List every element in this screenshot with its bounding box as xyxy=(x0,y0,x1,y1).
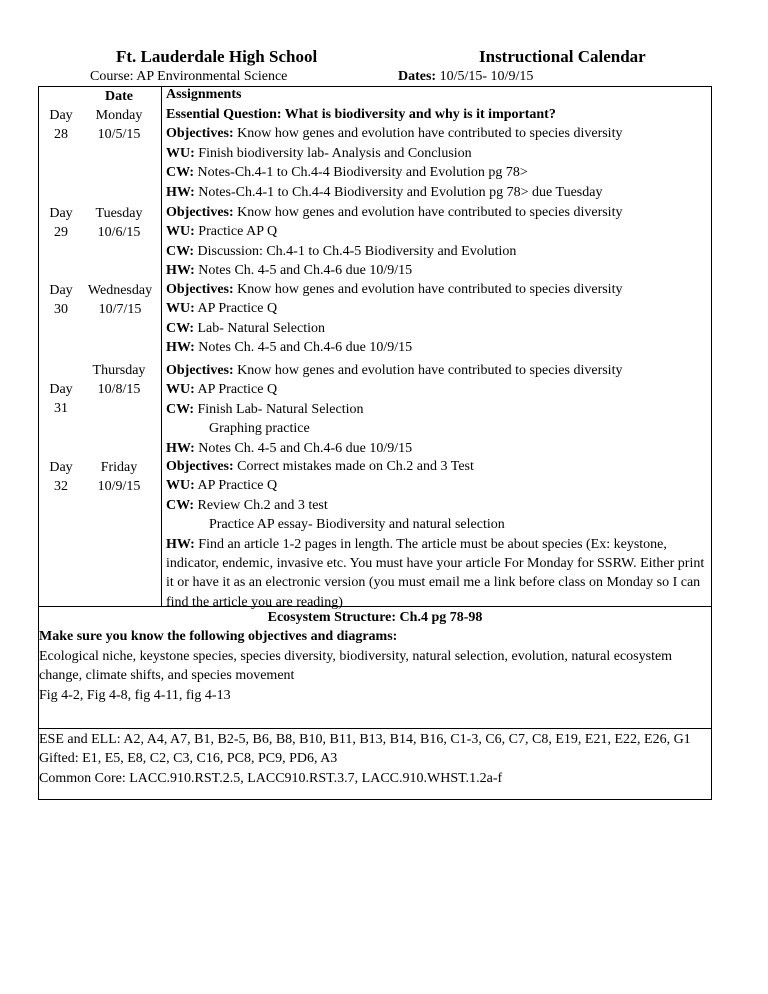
day-label-28: Day 28 xyxy=(49,108,73,142)
assignments-day-32 xyxy=(166,457,711,612)
objectives-line: Objectives: Know how genes and evolution have contributed to species diversity xyxy=(166,282,623,297)
ecosystem-subtitle: Make sure you know the following objectives and diagrams: xyxy=(39,629,398,645)
date-cell-32: Friday 10/9/15 xyxy=(97,460,141,494)
classwork-line: CW: Notes-Ch.4-1 to Ch.4-4 Biodiversity and Evolution pg 78> xyxy=(166,165,528,181)
assignments-day-28 xyxy=(166,105,711,202)
warmup-line: WU: AP Practice Q xyxy=(166,301,278,317)
homework-line: HW: Notes Ch. 4-5 and Ch.4-6 due 10/9/15 xyxy=(166,263,413,279)
dates-line xyxy=(398,69,533,85)
homework-line: HW: Notes-Ch.4-1 to Ch.4-4 Biodiversity and Evolution pg 78> due Tuesday xyxy=(166,184,603,200)
classwork-line-2: Graphing practice xyxy=(209,421,310,437)
assignments-day-30 xyxy=(166,280,711,358)
warmup-line: WU: AP Practice Q xyxy=(166,478,278,494)
essential-question: Essential Question: What is biodiversity and why is it important? xyxy=(166,107,556,122)
objectives-line: Objectives: Correct mistakes made on Ch.2 and 3 Test xyxy=(166,459,474,474)
column-divider xyxy=(161,86,162,606)
assignments-day-29 xyxy=(166,203,711,281)
ecosystem-topics: Ecological niche, keystone species, species diversity, biodiversity, natural selection, evolution, natural ecosystem change, climate shifts, and species movement xyxy=(39,648,673,684)
ecosystem-figures: Fig 4-2, Fig 4-8, fig 4-11, fig 4-13 xyxy=(39,687,231,703)
date-cell-31: Thursday 10/8/15 xyxy=(92,363,146,397)
objectives-line: Objectives: Know how genes and evolution have contributed to species diversity xyxy=(166,126,623,142)
standards-section xyxy=(39,730,711,788)
school-name: Ft. Lauderdale High School xyxy=(116,47,318,66)
dates-value: 10/5/15- 10/9/15 xyxy=(439,69,534,84)
homework-line: HW: Notes Ch. 4-5 and Ch.4-6 due 10/9/15 xyxy=(166,440,413,456)
document-title: Instructional Calendar xyxy=(479,47,646,66)
ecosystem-title: Ecosystem Structure: Ch.4 pg 78-98 xyxy=(267,610,483,625)
day-label-32: Day 32 xyxy=(49,460,73,494)
date-cell-29: Tuesday 10/6/15 xyxy=(95,206,143,240)
day-label-29: Day 29 xyxy=(49,206,73,240)
gifted-standards: Gifted: E1, E5, E8, C2, C3, C16, PC8, PC9, PD6, A3 xyxy=(39,751,338,767)
classwork-line: CW: Finish Lab- Natural Selection xyxy=(166,401,364,417)
homework-line: HW: Find an article 1-2 pages in length. The article must be about species (Ex: keystone, indicator, endemic, invasive etc. You must have your article For Monday for SSRW. Either print it or have it as an electronic version (you must email me a link before class on Monday so I can find the article you are reading) xyxy=(166,536,705,610)
ecosystem-section xyxy=(39,608,711,705)
classwork-line-2: Practice AP essay- Biodiversity and natural selection xyxy=(209,517,505,533)
date-cell-30: Wednesday 10/7/15 xyxy=(87,283,153,317)
warmup-line: WU: Practice AP Q xyxy=(166,224,278,240)
day-label-30: Day 30 xyxy=(49,283,73,317)
classwork-line: CW: Lab- Natural Selection xyxy=(166,320,326,336)
row-divider-standards xyxy=(38,728,712,729)
table-right-border xyxy=(711,86,712,799)
common-core-standards: Common Core: LACC.910.RST.2.5, LACC910.RST.3.7, LACC.910.WHST.1.2a-f xyxy=(39,770,503,786)
warmup-line: WU: AP Practice Q xyxy=(166,382,278,398)
date-cell-28: Monday 10/5/15 xyxy=(95,108,143,142)
date-header: Date xyxy=(105,89,133,104)
table-bottom-border xyxy=(38,799,712,800)
day-label-31: Day 31 xyxy=(49,382,73,416)
warmup-line: WU: Finish biodiversity lab- Analysis and Conclusion xyxy=(166,145,472,161)
classwork-line: CW: Discussion: Ch.4-1 to Ch.4-5 Biodiversity and Evolution xyxy=(166,243,517,259)
objectives-line: Objectives: Know how genes and evolution have contributed to species diversity xyxy=(166,205,623,220)
assignments-day-31 xyxy=(166,361,711,458)
dates-label: Dates: xyxy=(398,69,437,84)
classwork-line: CW: Review Ch.2 and 3 test xyxy=(166,497,328,513)
assignments-header: Assignments xyxy=(166,87,242,102)
ese-ell-standards: ESE and ELL: A2, A4, A7, B1, B2-5, B6, B8, B10, B11, B13, B14, B16, C1-3, C6, C7, C8, E19, E21, E22, E26, G1 xyxy=(39,732,691,747)
objectives-line: Objectives: Know how genes and evolution have contributed to species diversity xyxy=(166,363,623,378)
homework-line: HW: Notes Ch. 4-5 and Ch.4-6 due 10/9/15 xyxy=(166,340,413,356)
course-label: Course: AP Environmental Science xyxy=(90,69,288,84)
